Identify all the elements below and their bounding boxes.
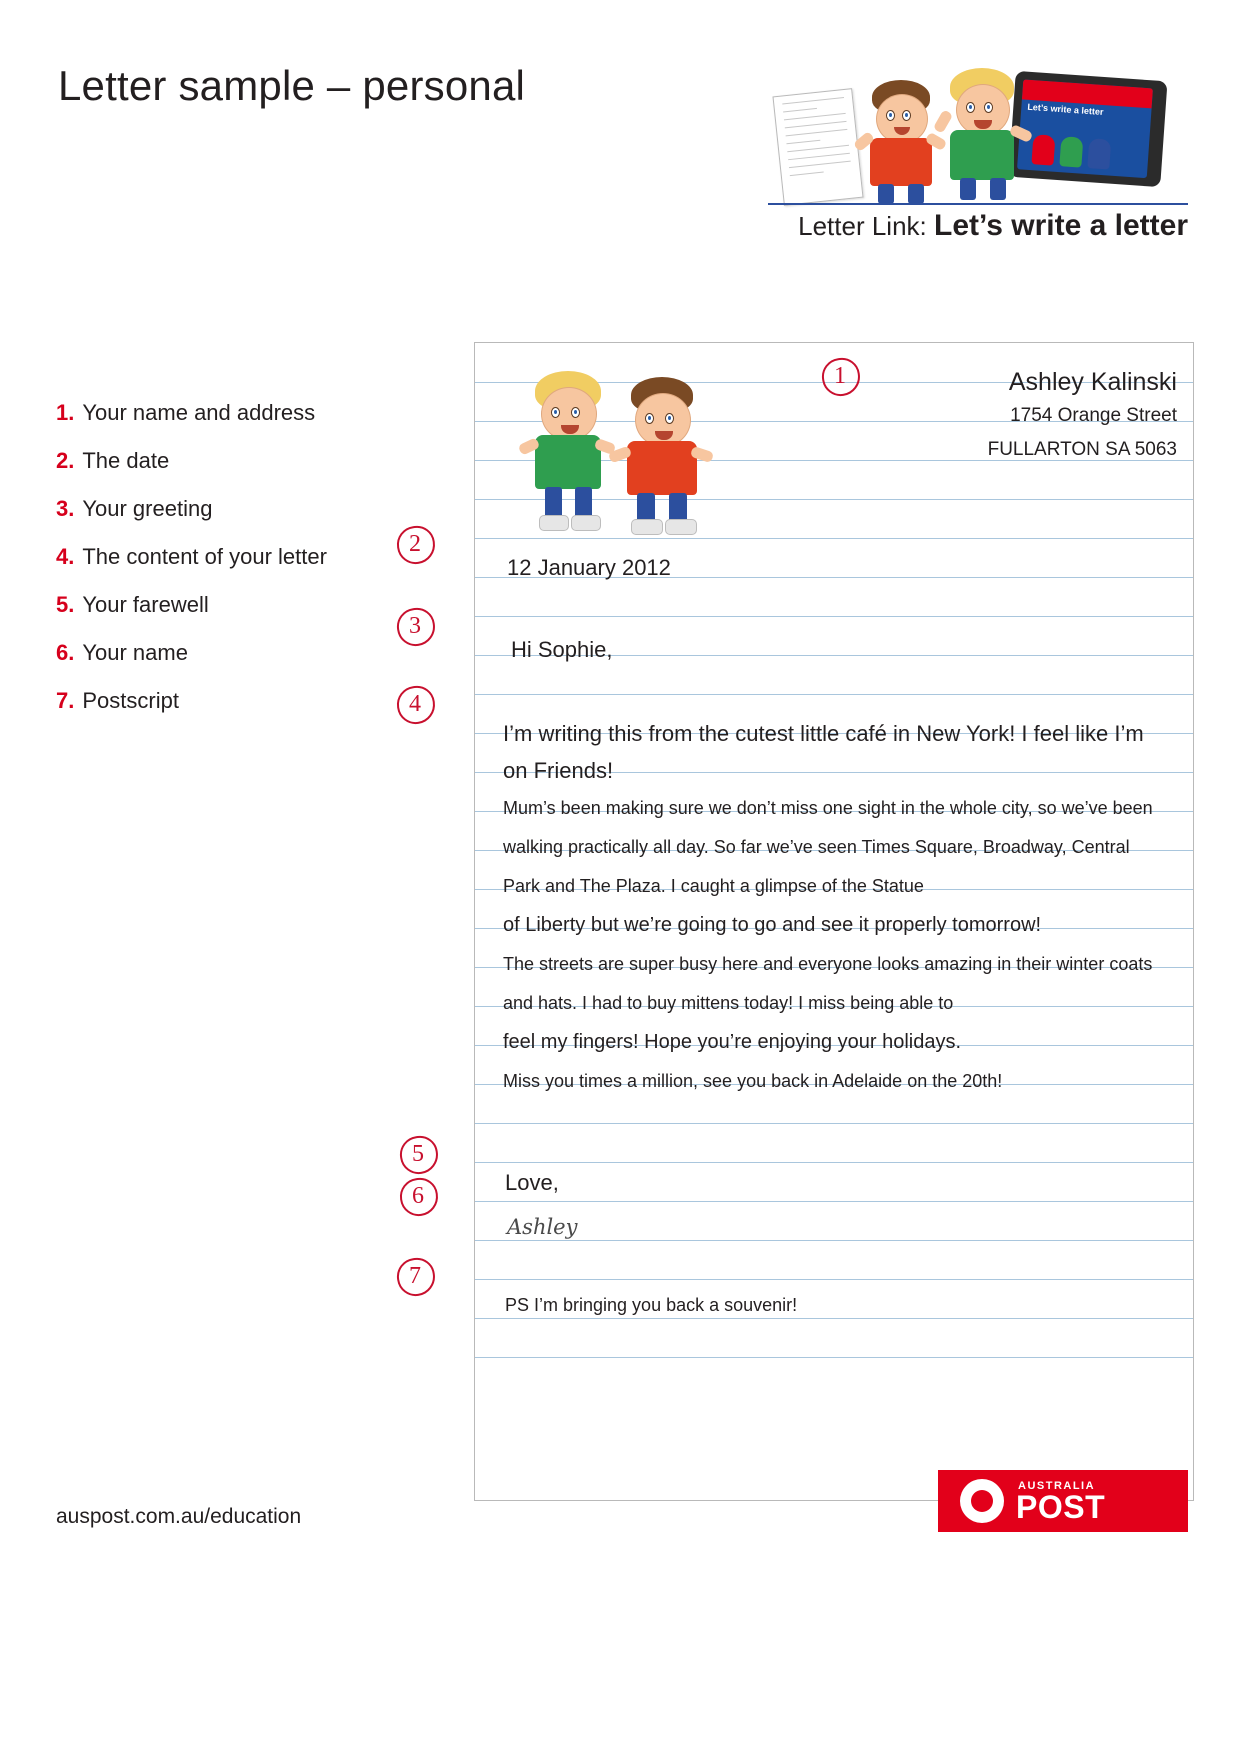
letter-body-paragraph: feel my fingers! Hope you’re enjoying your holidays. bbox=[503, 1031, 962, 1053]
letter-link-caption bbox=[660, 209, 1188, 243]
step-number: 5. bbox=[56, 592, 75, 617]
marker-label: 6 bbox=[412, 1183, 424, 1209]
logo-supertext: AUSTRALIA bbox=[1018, 1480, 1096, 1492]
tablet-screen-label: Let’s write a letter bbox=[1027, 101, 1104, 118]
letter-postscript: PS I’m bringing you back a souvenir! bbox=[505, 1295, 798, 1315]
girl-character-header bbox=[932, 68, 1042, 206]
letter-link-prefix: Letter Link: bbox=[798, 211, 927, 241]
letter-link-name: Let’s write a letter bbox=[934, 209, 1188, 242]
letter-body-paragraph: I’m writing this from the cutest little café in New York! I feel like I’m on Friends! bbox=[503, 721, 1144, 783]
step-label: Your greeting bbox=[82, 496, 213, 521]
marker-6 bbox=[400, 1178, 436, 1214]
step-label: The content of your letter bbox=[82, 544, 327, 569]
marker-4 bbox=[397, 686, 433, 722]
australia-post-logo bbox=[938, 1470, 1188, 1532]
list-item bbox=[56, 542, 356, 572]
letter-body-paragraph: Miss you times a million, see you back in Adelaide on the 20th! bbox=[503, 1071, 1003, 1091]
marker-label: 5 bbox=[412, 1141, 424, 1167]
letter-body-paragraph: The streets are super busy here and everyone looks amazing in their winter coats and hats. I had to buy mittens today! I miss being able to bbox=[503, 954, 1153, 1013]
marker-3 bbox=[397, 608, 433, 644]
marker-label: 4 bbox=[409, 691, 421, 717]
step-label: Your name and address bbox=[82, 400, 316, 425]
letter-body-paragraph: of Liberty but we’re going to go and see it properly tomorrow! bbox=[503, 914, 1042, 936]
steps-list bbox=[56, 398, 356, 734]
logo-word: POST bbox=[1016, 1489, 1106, 1525]
step-label: Your farewell bbox=[82, 592, 209, 617]
list-item bbox=[56, 398, 356, 428]
header-divider bbox=[768, 203, 1188, 205]
marker-label: 7 bbox=[409, 1263, 421, 1289]
sender-city: FULLARTON SA 5063 bbox=[987, 439, 1177, 460]
sender-street: 1754 Orange Street bbox=[1010, 405, 1177, 426]
letter-signature: Ashley bbox=[507, 1215, 578, 1239]
marker-label: 1 bbox=[834, 363, 846, 389]
marker-1 bbox=[822, 358, 858, 394]
step-number: 1. bbox=[56, 400, 75, 425]
step-number: 4. bbox=[56, 544, 75, 569]
letter-illustration bbox=[515, 361, 755, 551]
marker-5 bbox=[400, 1136, 436, 1172]
letter-date: 12 January 2012 bbox=[507, 555, 671, 580]
marker-label: 2 bbox=[409, 531, 421, 557]
letter-farewell: Love, bbox=[505, 1170, 559, 1195]
letter-greeting: Hi Sophie, bbox=[511, 637, 613, 662]
header-illustration bbox=[768, 62, 1188, 207]
step-label: The date bbox=[82, 448, 170, 473]
list-item bbox=[56, 494, 356, 524]
step-number: 6. bbox=[56, 640, 75, 665]
letter-sample-panel bbox=[474, 342, 1194, 1501]
list-item bbox=[56, 638, 356, 668]
marker-7 bbox=[397, 1258, 433, 1294]
list-item bbox=[56, 686, 356, 716]
list-item bbox=[56, 446, 356, 476]
step-number: 3. bbox=[56, 496, 75, 521]
step-label: Your name bbox=[82, 640, 188, 665]
page-title: Letter sample – personal bbox=[58, 62, 526, 109]
step-number: 7. bbox=[56, 688, 75, 713]
step-number: 2. bbox=[56, 448, 75, 473]
marker-2 bbox=[397, 526, 433, 562]
list-item bbox=[56, 590, 356, 620]
letter-body bbox=[503, 715, 1163, 1101]
marker-label: 3 bbox=[409, 613, 421, 639]
post-mark-icon bbox=[960, 1479, 1004, 1523]
sender-name: Ashley Kalinski bbox=[1008, 368, 1177, 396]
step-label: Postscript bbox=[82, 688, 179, 713]
boy-character-letter bbox=[607, 377, 737, 543]
letter-body-paragraph: Mum’s been making sure we don’t miss one sight in the whole city, so we’ve been walking practically all day. So far we’ve seen Times Square, Broadway, Central Park and The Plaza. I caught a glimpse of the Statue bbox=[503, 798, 1153, 896]
footer-url[interactable]: auspost.com.au/education bbox=[56, 1505, 302, 1528]
